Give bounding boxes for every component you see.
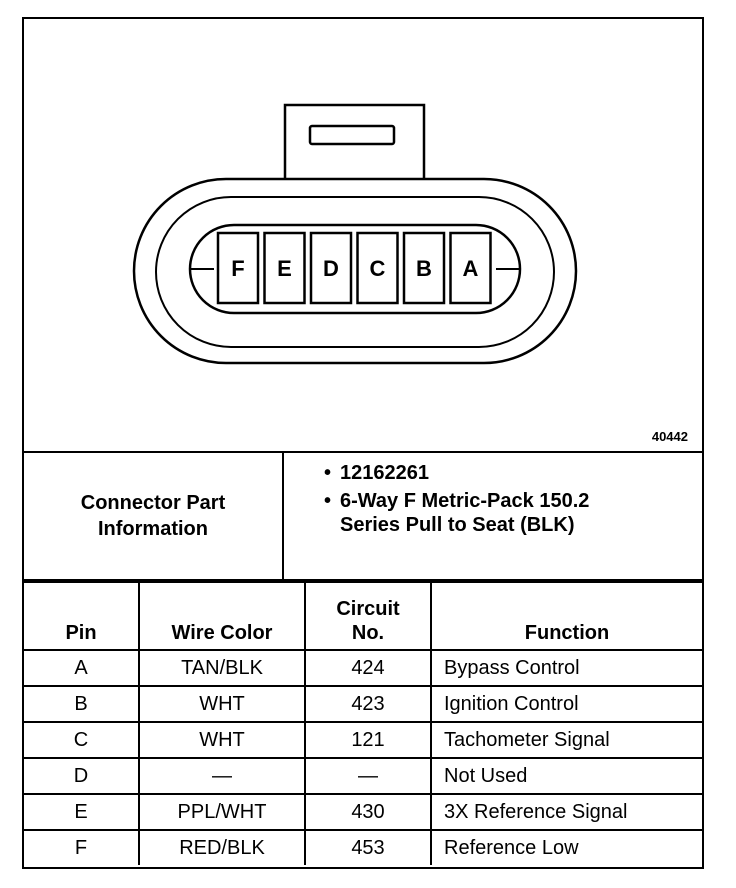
connector-diagram [24, 19, 702, 451]
table-row [24, 794, 702, 830]
part-number: • 12162261 [286, 461, 696, 485]
circuit-cell: 424 [305, 650, 431, 686]
pin-label-e: E [277, 256, 292, 281]
pin-label-b: B [416, 256, 432, 281]
wire-color-cell: WHT [139, 686, 305, 722]
pin-cell: B [24, 686, 139, 722]
table-row [24, 650, 702, 686]
part-info-label-line1: Connector Part [80, 492, 226, 514]
table-header-row [24, 582, 702, 650]
table-row [24, 758, 702, 794]
pin-label-d: D [323, 256, 339, 281]
wire-color-cell: TAN/BLK [139, 650, 305, 686]
wire-color-cell: RED/BLK [139, 830, 305, 865]
header-function: Function [431, 582, 702, 650]
wire-color-cell: PPL/WHT [139, 794, 305, 830]
figure-id: 40442 [651, 429, 688, 444]
function-cell: Reference Low [431, 830, 702, 865]
pinout-table [24, 581, 702, 865]
part-info-list [286, 457, 696, 537]
pin-cell: F [24, 830, 139, 865]
connector-page [22, 17, 704, 869]
function-cell: Ignition Control [431, 686, 702, 722]
pin-cell: A [24, 650, 139, 686]
table-row [24, 722, 702, 758]
circuit-cell: — [305, 758, 431, 794]
pin-label-f: F [231, 256, 245, 281]
wire-color-cell: — [139, 758, 305, 794]
function-cell: Bypass Control [431, 650, 702, 686]
header-pin: Pin [24, 582, 139, 650]
pin-label-c: C [369, 256, 386, 281]
header-circuit-no: Circuit No. [305, 582, 431, 650]
header-wire-color: Wire Color [139, 582, 305, 650]
table-row [24, 686, 702, 722]
function-cell: Tachometer Signal [431, 722, 702, 758]
circuit-cell: 430 [305, 794, 431, 830]
part-info-label [24, 453, 284, 579]
wire-color-cell: WHT [139, 722, 305, 758]
circuit-cell: 423 [305, 686, 431, 722]
circuit-cell: 453 [305, 830, 431, 865]
connector-part-information [24, 451, 702, 581]
part-info-label-line2: Information [98, 518, 208, 540]
pin-cell: E [24, 794, 139, 830]
pin-label-a: A [462, 256, 479, 281]
pin-cell: C [24, 722, 139, 758]
connector-description: • 6-Way F Metric-Pack 150.2 Series Pull to Seat (BLK) [286, 489, 590, 537]
function-cell: Not Used [431, 758, 702, 794]
table-row [24, 830, 702, 865]
connector-lock-tab [285, 105, 424, 187]
function-cell: 3X Reference Signal [431, 794, 702, 830]
circuit-cell: 121 [305, 722, 431, 758]
pin-cell: D [24, 758, 139, 794]
lock-tab-slot [310, 126, 394, 144]
